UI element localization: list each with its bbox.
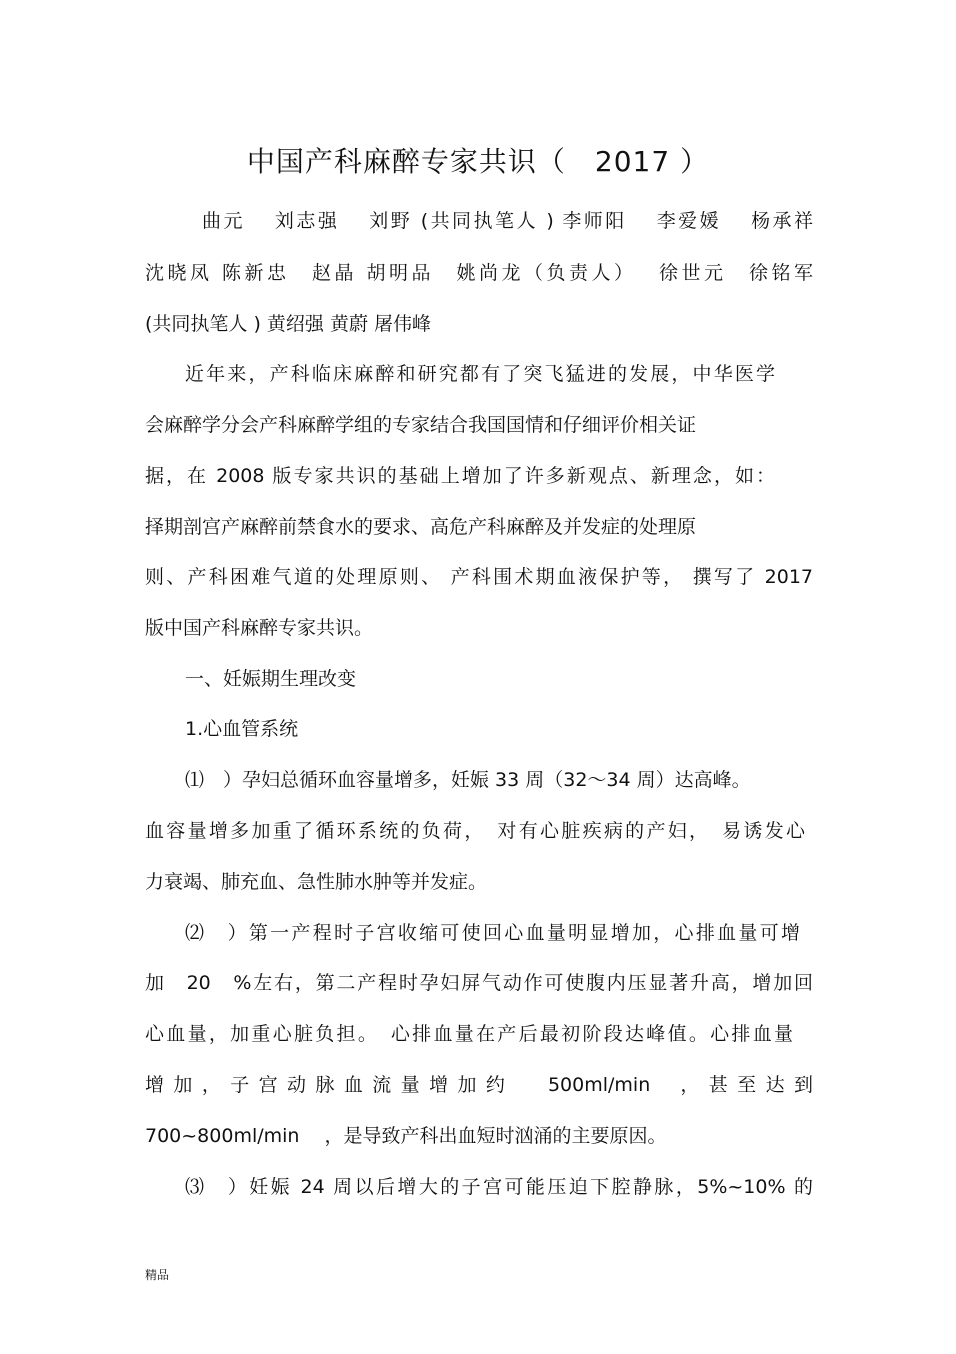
paragraph-line: ⑶ ）妊娠 24 周以后增大的子宫可能压迫下腔静脉，5%~10% 的 bbox=[185, 1176, 813, 1198]
paragraph-line: 择期剖宫产麻醉前禁食水的要求、高危产科麻醉及并发症的处理原 bbox=[145, 516, 697, 538]
paragraph-line: 近年来，产科临床麻醉和研究都有了突飞猛进的发展，中华医学 bbox=[185, 363, 775, 385]
document-title: 中国产科麻醉专家共识（ 2017 ） bbox=[246, 145, 710, 178]
subsection-heading: 1.心血管系统 bbox=[185, 718, 299, 740]
section-heading: 一、妊娠期生理改变 bbox=[185, 668, 357, 690]
author-line: (共同执笔人 ) 黄绍强 黄蔚 屠伟峰 bbox=[145, 313, 431, 335]
paragraph-line: ⑴ ）孕妇总循环血容量增多，妊娠 33 周（32～34 周）达高峰。 bbox=[185, 769, 751, 791]
author-line: 沈晓凤 陈新忠 赵晶 胡明品 姚尚龙（负责人） 徐世元 徐铭军 bbox=[145, 262, 813, 284]
paragraph-line: 版中国产科麻醉专家共识。 bbox=[145, 617, 374, 639]
paragraph-line: 力衰竭、肺充血、急性肺水肿等并发症。 bbox=[145, 871, 488, 893]
paragraph-line: 则、产科困难气道的处理原则、 产科围术期血液保护等， 撰写了 2017 bbox=[145, 566, 813, 588]
paragraph-line: 会麻醉学分会产科麻醉学组的专家结合我国国情和仔细评价相关证 bbox=[145, 414, 697, 436]
paragraph-line: 700~800ml/min ，是导致产科出血短时汹涌的主要原因。 bbox=[145, 1125, 667, 1147]
paragraph-line: ⑵ ）第一产程时子宫收缩可使回心血量明显增加，心排血量可增 bbox=[185, 922, 800, 944]
paragraph-line: 加 20 %左右，第二产程时孕妇屏气动作可使腹内压显著升高，增加回 bbox=[145, 972, 813, 994]
paragraph-line: 血容量增多加重了循环系统的负荷， 对有心脏疾病的产妇， 易诱发心 bbox=[145, 820, 805, 842]
paragraph-line: 心血量，加重心脏负担。 心排血量在产后最初阶段达峰值。心排血量 bbox=[145, 1023, 793, 1045]
footer-label: 精品 bbox=[145, 1268, 170, 1282]
paragraph-line: 增 加 ， 子 宫 动 脉 血 流 量 增 加 约 500ml/min ， 甚 至 达 到 bbox=[145, 1074, 813, 1096]
paragraph-line: 据，在 2008 版专家共识的基础上增加了许多新观点、新理念，如： bbox=[145, 465, 775, 487]
author-line: 曲元 刘志强 刘野 (共同执笔人 ) 李师阳 李爱媛 杨承祥 bbox=[202, 210, 813, 232]
